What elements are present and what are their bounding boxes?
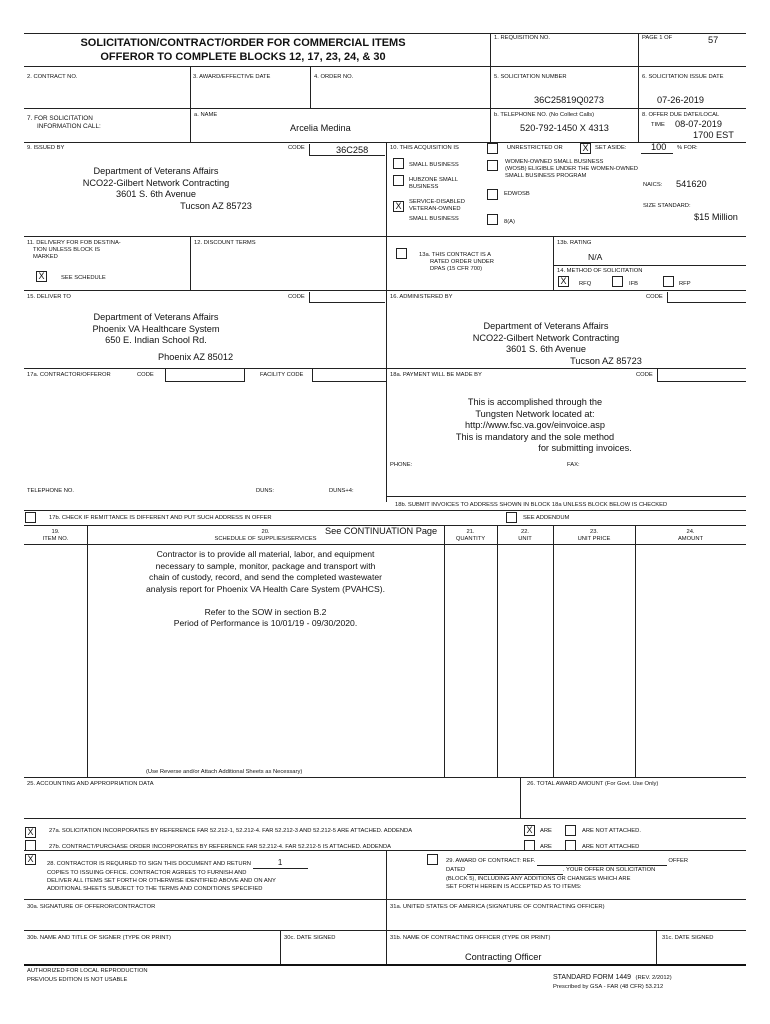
page-total[interactable]: 57 — [708, 35, 719, 45]
clause-28-line-3: DELIVER ALL ITEMS SET FORTH OR OTHERWISE IDENTIFIED ABOVE AND ON ANY — [47, 878, 276, 885]
contractor-code-label: CODE — [137, 372, 154, 378]
total-award-label: 26. TOTAL AWARD AMOUNT (For Govt. Use Only) — [527, 781, 659, 787]
payment-line-1: This is accomplished through the — [467, 397, 603, 407]
clause-29-dated: DATED — [446, 867, 466, 874]
col-unit-header — [497, 529, 553, 543]
page-label: PAGE 1 OF — [642, 35, 673, 41]
deliver-to-address — [40, 312, 272, 347]
issued-by-code-value[interactable]: 36C258 — [336, 145, 369, 155]
form-revision: (REV. 2/2012) — [635, 975, 672, 981]
sdvosb-line-1: SERVICE-DISABLED — [409, 199, 465, 205]
footer-reproduction: AUTHORIZED FOR LOCAL REPRODUCTION — [27, 968, 148, 974]
award-ref-field[interactable] — [537, 857, 667, 866]
clause-29-offer: OFFER — [668, 858, 689, 864]
name-label: a. NAME — [194, 112, 218, 118]
solicitation-info-label — [27, 115, 101, 131]
footer-previous-edition: PREVIOUS EDITION IS NOT USABLE — [27, 976, 128, 983]
remittance-label: 17b. CHECK IF REMITTANCE IS DIFFERENT AND PUT SUCH ADDRESS IN OFFER — [49, 515, 272, 521]
solicitation-info-line-1: 7. FOR SOLICITATION — [27, 115, 93, 122]
rfp-checkbox[interactable] — [663, 276, 674, 287]
clause-27a-checkbox[interactable]: X — [25, 827, 36, 838]
payment-fax-label: FAX: — [567, 462, 580, 468]
col-20-number: 20. — [261, 529, 270, 535]
payment-code-label: CODE — [636, 372, 653, 378]
clause-29-line-3: (BLOCK 5), INCLUDING ANY ADDITIONS OR CHANGES WHICH ARE — [446, 876, 631, 883]
telephone-value[interactable]: 520-792-1450 X 4313 — [520, 123, 609, 133]
percent-for-label: % FOR: — [677, 145, 698, 151]
solicitation-info-line-2: INFORMATION CALL: — [37, 123, 101, 130]
ifb-checkbox[interactable] — [612, 276, 623, 287]
issued-by-line-4: Tucson AZ 85723 — [180, 200, 252, 211]
administered-by-line-3: 3601 S. 6th Avenue — [505, 344, 587, 354]
issued-by-line-3: 3601 S. 6th Avenue — [115, 189, 197, 199]
size-standard-label: SIZE STANDARD: — [643, 203, 691, 209]
footer-right — [553, 966, 672, 991]
order-no-label: 4. ORDER NO. — [314, 74, 354, 80]
prescribed-by: Prescribed by GSA - FAR (48 CFR) 53.212 — [553, 984, 664, 990]
small-business-label: SMALL BUSINESS — [409, 162, 459, 168]
copies-field[interactable] — [253, 857, 308, 869]
payment-line-4: This is mandatory and the sole method — [455, 431, 615, 442]
addendum-label: SEE ADDENDUM — [523, 515, 570, 521]
clause-28-line-1: 28. CONTRACTOR IS REQUIRED TO SIGN THIS DOCUMENT AND RETURN — [47, 861, 251, 867]
acquisition-label: 10. THIS ACQUISITION IS — [390, 145, 459, 151]
delivery-line-3: MARKED — [33, 254, 58, 261]
eight-a-label: 8(A) — [504, 219, 515, 225]
submit-invoices-label: 18b. SUBMIT INVOICES TO ADDRESS SHOWN IN BLOCK 18a UNLESS BLOCK BELOW IS CHECKED — [395, 502, 668, 508]
clause-29-line-2: . YOUR OFFER ON SOLICITATION — [562, 867, 656, 874]
hubzone-checkbox[interactable] — [393, 175, 404, 186]
deliver-to-code-label: CODE — [288, 294, 305, 300]
clause-27a-text: 27a. SOLICITATION INCORPORATES BY REFERENCE FAR 52.212-1, 52.212-4. FAR 52.212-3 AND 52.212-5 ARE ATTACHED. ADDENDA — [49, 828, 413, 834]
sdvosb-label — [409, 199, 465, 224]
administered-by-label: 16. ADMINISTERED BY — [390, 294, 453, 300]
eight-a-checkbox[interactable] — [487, 214, 498, 225]
hubzone-label — [409, 177, 458, 191]
duns-label: DUNS: — [256, 488, 275, 494]
administered-by-line-2: NCO22-Gilbert Network Contracting — [472, 332, 620, 343]
col-23-number: 23. — [589, 529, 599, 535]
deliver-to-code-field[interactable] — [309, 292, 385, 303]
set-aside-label: SET ASIDE: — [595, 145, 627, 151]
offeror-signature-label: 30a. SIGNATURE OF OFFEROR/CONTRACTOR — [27, 904, 156, 910]
ifb-label: IFB — [629, 281, 639, 287]
discount-terms-label: 12. DISCOUNT TERMS — [194, 240, 256, 246]
offer-due-date[interactable]: 08-07-2019 — [675, 119, 722, 129]
deliver-to-city: Phoenix AZ 85012 — [158, 352, 234, 362]
issued-by-line-2: NCO22-Gilbert Network Contracting — [82, 177, 230, 188]
contractor-code-field[interactable] — [165, 369, 245, 382]
contractor-label: 17a. CONTRACTOR/OFFEROR — [27, 372, 111, 378]
addenda-are-not-label: ARE NOT ATTACHED. — [582, 828, 641, 834]
col-amount-header — [635, 529, 746, 543]
offer-due-label: 8. OFFER DUE DATE/LOCAL — [642, 112, 720, 118]
clause-29-text — [446, 857, 688, 891]
facility-code-label: FACILITY CODE — [260, 372, 304, 378]
unrestricted-label: UNRESTRICTED OR — [507, 145, 563, 151]
issue-date-value[interactable]: 07-26-2019 — [657, 95, 704, 105]
award-date-label: 3. AWARD/EFFECTIVE DATE — [193, 74, 271, 80]
rfq-label: RFQ — [579, 281, 592, 287]
title-line-1: SOLICITATION/CONTRACT/ORDER FOR COMMERCIAL ITEMS — [80, 37, 406, 49]
award-dated-field[interactable] — [467, 866, 563, 875]
telephone-label: b. TELEPHONE NO. (No Collect Calls) — [494, 112, 595, 118]
clause-28-line-2: COPIES TO ISSUING OFFICE. CONTRACTOR AGREES TO FURNISH AND — [47, 870, 247, 877]
rating-label: 13b. RATING — [557, 240, 592, 246]
rated-order-line-2: RATED ORDER UNDER — [430, 259, 494, 266]
clause-28-line-4: ADDITIONAL SHEETS SUBJECT TO THE TERMS AND CONDITIONS SPECIFIED — [47, 886, 263, 893]
col-unit-price-header — [553, 529, 635, 543]
description-line-4: analysis report for Phoenix VA Health Care System (PVAHCS). — [146, 584, 385, 595]
wosb-checkbox[interactable] — [487, 160, 498, 171]
small-business-checkbox[interactable] — [393, 158, 404, 169]
method-label: 14. METHOD OF SOLICITATION — [557, 268, 643, 274]
accounting-label: 25. ACCOUNTING AND APPROPRIATION DATA — [27, 781, 154, 787]
rated-order-checkbox[interactable] — [396, 248, 407, 259]
rfq-checkbox[interactable]: X — [558, 276, 569, 287]
rated-order-line-3: DPAS (15 CFR 700) — [430, 266, 483, 273]
administered-by-code-label: CODE — [646, 294, 663, 300]
clause-28-checkbox[interactable]: X — [25, 854, 36, 865]
administered-by-address — [430, 321, 662, 367]
description-line-1: Contractor is to provide all material, labor, and equipment — [156, 549, 375, 559]
col-quantity-header — [444, 529, 497, 543]
wosb-line-1: WOMEN-OWNED SMALL BUSINESS — [505, 159, 604, 165]
officer-signature-label: 31a. UNITED STATES OF AMERICA (SIGNATURE OF CONTRACTING OFFICER) — [390, 904, 605, 910]
clause-29-checkbox[interactable] — [427, 854, 438, 865]
clause-29-line-4: SET FORTH HEREIN IS ACCEPTED AS TO ITEMS: — [446, 884, 582, 891]
solicitation-number-label: 5. SOLICITATION NUMBER — [494, 74, 567, 80]
offer-due-time[interactable]: 1700 EST — [693, 130, 734, 140]
deliver-to-line-1: Department of Veterans Affairs — [93, 312, 219, 322]
form-name: STANDARD FORM 1449 — [553, 974, 632, 981]
col-24-number: 24. — [686, 529, 695, 535]
administered-by-code-field[interactable] — [667, 292, 746, 303]
addenda-b-are-not-label: ARE NOT ATTACHED — [582, 844, 640, 850]
naics-value[interactable]: 541620 — [676, 179, 707, 189]
contractor-telephone-label: TELEPHONE NO. — [27, 488, 75, 494]
form-title — [24, 37, 462, 65]
col-item-no-header — [24, 529, 87, 543]
rated-order-line-1: 13a. THIS CONTRACT IS A — [419, 252, 491, 258]
addenda-b-are-label: ARE — [540, 844, 552, 850]
issued-by-label: 9. ISSUED BY — [27, 145, 65, 151]
issued-by-code-label: CODE — [288, 145, 305, 151]
schedule-description — [87, 549, 444, 630]
clause-28-text — [47, 857, 308, 894]
clause-29-line-1: 29. AWARD OF CONTRACT: REF. — [446, 858, 536, 864]
officer-title-value[interactable]: Contracting Officer — [465, 952, 542, 962]
sdvosb-line-3: SMALL BUSINESS — [409, 216, 459, 223]
payment-line-3: http://www.fsc.va.gov/einvoice.asp — [465, 420, 605, 430]
description-line-2: necessary to sample, monitor, package and transport with — [155, 560, 376, 571]
hubzone-line-1: HUBZONE SMALL — [409, 177, 458, 183]
solicitation-number-value[interactable]: 36C25819Q0273 — [534, 95, 604, 105]
addendum-checkbox[interactable] — [506, 512, 517, 523]
duns4-label: DUNS+4: — [329, 488, 354, 494]
administered-by-line-1: Department of Veterans Affairs — [483, 321, 609, 331]
payment-phone-label: PHONE: — [390, 462, 413, 468]
sow-reference: Refer to the SOW in section B.2 — [204, 606, 327, 617]
facility-code-field[interactable] — [312, 369, 386, 382]
clause-27b-text: 27b. CONTRACT/PURCHASE ORDER INCORPORATES BY REFERENCE FAR 52.212-4. FAR 52.212-5 IS ATTACHED. ADDENDA — [49, 844, 391, 850]
offeror-date-label: 30c. DATE SIGNED — [284, 935, 336, 941]
size-standard-value[interactable]: $15 Million — [694, 212, 738, 222]
addenda-are-checkbox[interactable]: X — [524, 825, 535, 836]
col-22-title: UNIT — [518, 536, 532, 543]
payment-line-5: for submitting invoices. — [538, 443, 632, 453]
name-value[interactable]: Arcelia Medina — [290, 123, 351, 133]
footer-left — [27, 967, 148, 984]
continuation-page-link[interactable]: See CONTINUATION Page — [325, 526, 438, 536]
payment-label: 18a. PAYMENT WILL BE MADE BY — [390, 372, 482, 378]
sdvosb-checkbox[interactable]: X — [393, 201, 404, 212]
title-line-2: OFFEROR TO COMPLETE BLOCKS 12, 17, 23, 24, & 30 — [100, 50, 386, 63]
set-aside-percent-value[interactable]: 100 — [651, 142, 667, 152]
payment-code-field[interactable] — [657, 369, 746, 382]
naics-label: NAICS: — [643, 182, 663, 188]
unrestricted-checkbox[interactable] — [487, 143, 498, 154]
copies-value[interactable]: 1 — [277, 858, 283, 867]
wosb-line-2: (WOSB) ELIGIBLE UNDER THE WOMEN-OWNED — [505, 166, 638, 173]
hubzone-line-2: BUSINESS — [409, 184, 439, 191]
col-19-number: 19. — [51, 529, 60, 535]
see-schedule-checkbox[interactable]: X — [36, 271, 47, 282]
officer-date-label: 31c. DATE SIGNED — [662, 935, 714, 941]
wosb-line-3: SMALL BUSINESS PROGRAM — [505, 173, 587, 180]
sdvosb-line-2: VETERAN-OWNED — [409, 206, 461, 213]
description-line-3: chain of custody, record, and send the completed wastewater — [149, 572, 382, 583]
deliver-to-line-3: 650 E. Indian School Rd. — [105, 335, 207, 345]
time-label: TIME — [651, 122, 665, 128]
addenda-are-label: ARE — [540, 828, 552, 834]
col-22-number: 22. — [520, 529, 530, 535]
edwosb-label: EDWOSB — [504, 191, 530, 197]
col-21-title: QUANTITY — [455, 536, 486, 543]
deliver-to-label: 15. DELIVER TO — [27, 294, 71, 300]
rfp-label: RFP — [679, 281, 691, 287]
wosb-label — [505, 159, 638, 181]
addenda-are-not-checkbox[interactable] — [565, 825, 576, 836]
signer-name-label: 30b. NAME AND TITLE OF SIGNER (TYPE OR PRINT) — [27, 935, 171, 941]
col-19-title: ITEM NO. — [42, 536, 69, 543]
see-schedule-label: SEE SCHEDULE — [61, 275, 106, 281]
rated-order-label — [419, 252, 494, 274]
rating-value[interactable]: N/A — [588, 252, 603, 262]
payment-line-2: Tungsten Network located at: — [475, 408, 595, 419]
edwosb-checkbox[interactable] — [487, 189, 498, 200]
issued-by-address — [40, 166, 272, 212]
delivery-label — [27, 240, 121, 262]
period-of-performance: Period of Performance is 10/01/19 - 09/30/2020. — [173, 618, 358, 629]
set-aside-checkbox[interactable]: X — [580, 143, 591, 154]
issued-by-line-1: Department of Veterans Affairs — [93, 166, 219, 176]
remittance-checkbox[interactable] — [25, 512, 36, 523]
deliver-to-line-2: Phoenix VA Healthcare System — [92, 323, 220, 334]
reverse-note: (Use Reverse and/or Attach Additional Sheets as Necessary) — [146, 769, 303, 775]
delivery-line-1: 11. DELIVERY FOR FOB DESTINA- — [27, 240, 121, 246]
issue-date-label: 6. SOLICITATION ISSUE DATE — [642, 74, 724, 80]
payment-instructions — [420, 397, 650, 455]
col-21-number: 21. — [466, 529, 475, 535]
col-24-title: AMOUNT — [677, 536, 704, 543]
administered-by-line-4: Tucson AZ 85723 — [570, 355, 642, 366]
requisition-label: 1. REQUISITION NO. — [494, 35, 551, 41]
officer-name-label: 31b. NAME OF CONTRACTING OFFICER (TYPE OR PRINT) — [390, 935, 551, 941]
delivery-line-2: TION UNLESS BLOCK IS — [33, 247, 101, 254]
contract-no-label: 2. CONTRACT NO. — [27, 74, 78, 80]
col-20-title: SCHEDULE OF SUPPLIES/SERVICES — [214, 536, 317, 543]
col-23-title: UNIT PRICE — [577, 536, 611, 543]
